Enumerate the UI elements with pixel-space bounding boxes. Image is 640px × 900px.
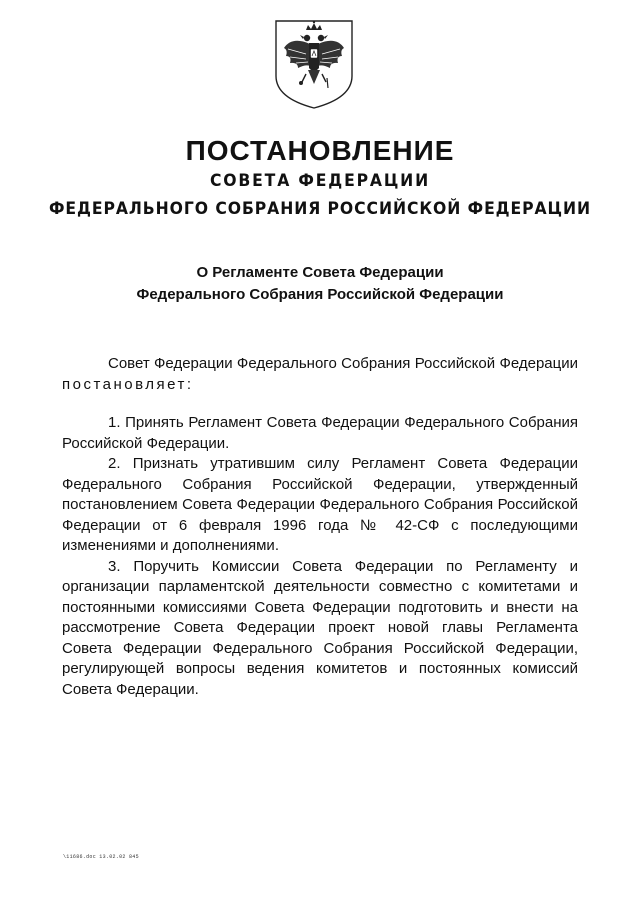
subject-line-2: Федерального Собрания Российской Федерации (136, 286, 504, 303)
resolution-item-1: 1. Принять Регламент Совета Федерации Федерального Собрания Российской Федерации. (62, 414, 578, 452)
document-title: ПОСТАНОВЛЕНИЕ (185, 135, 455, 166)
document-file-code: \11686.doc 13.02.02 845 (63, 854, 139, 860)
issuing-body-line1: СОВЕТА ФЕДЕРАЦИИ (209, 171, 431, 191)
resolves-word: постановляет: (62, 375, 194, 393)
document-subject (0, 262, 640, 306)
resolution-item-3: 3. Поручить Комиссии Совета Федерации по Регламенту и организации парламентской деятельности совместно с комитетами и постоянными комиссиями Совета Федерации подготовить и внести на рассмотрение Совета Федерации проект новой главы Регламента Совета Федерации Федерального Собрания Российской Федерации, регулирующей вопросы ведения комитетов и постоянных комиссий Совета Федерации. (62, 557, 578, 698)
intro-paragraph (62, 354, 578, 395)
issuing-body-line2: ФЕДЕРАЛЬНОГО СОБРАНИЯ РОССИЙСКОЙ ФЕДЕРАЦИИ (49, 199, 591, 219)
resolution-item-2: 2. Признать утратившим силу Регламент Совета Федерации Федерального Собрания Российской Федерации, утвержденный постановлением Совета Федерации Федерального Собрания Российской Федерации от 6 февраля 1996 года № 42-СФ с последующими изменениями и дополнениями. (62, 455, 578, 554)
russian-coat-of-arms-icon (272, 18, 356, 110)
resolution-items (62, 413, 578, 700)
subject-line-1: О Регламенте Совета Федерации (196, 264, 444, 281)
intro-text: Совет Федерации Федерального Собрания Российской Федерации (108, 355, 578, 372)
